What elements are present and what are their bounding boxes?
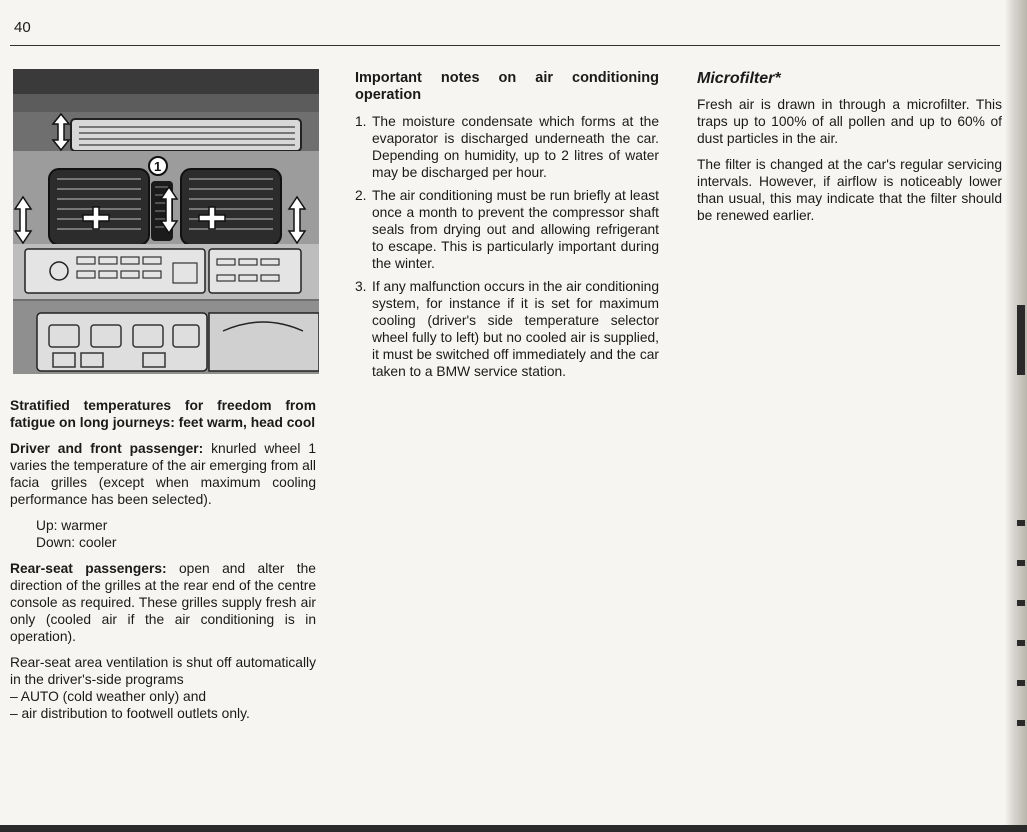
air-conditioning-heading: Important notes on air conditioning operation bbox=[355, 70, 659, 103]
wheel-directions bbox=[10, 517, 316, 551]
dashboard-illustration bbox=[13, 69, 319, 374]
rear-text: open and alter the direction of the grilles at the rear end of the centre console as required. These grilles supply fresh air only (cooled air if the air conditioning is in operation). bbox=[10, 561, 316, 644]
defrost-vent bbox=[71, 119, 301, 151]
rear-label: Rear-seat passengers: bbox=[10, 561, 167, 576]
up-text: Up: warmer bbox=[36, 518, 108, 533]
bullet-auto: – AUTO (cold weather only) and bbox=[10, 689, 207, 704]
ventilation-paragraph: Rear-seat area ventilation is shut off automatically in the driver's-side programs bbox=[10, 655, 316, 687]
item-text: If any malfunction occurs in the air conditioning system, for instance if it is set for maximum cooling (driver's side temperature selector wheel fully to left) but no cooled air is supplied, it must be switched off immediately and the car taken to a BMW service station. bbox=[372, 279, 659, 379]
microfilter-paragraph-2: The filter is changed at the car's regular servicing intervals. However, if airflow is noticeably lower than usual, this may indicate that the filter should be renewed earlier. bbox=[697, 157, 1002, 223]
header-rule bbox=[10, 45, 1000, 46]
microfilter-paragraph-1: Fresh air is drawn in through a microfilter. This traps up to 100% of all pollen and up to 60% of dust particles in the air. bbox=[697, 97, 1002, 146]
page-number: 40 bbox=[14, 19, 31, 36]
right-column bbox=[697, 70, 1002, 233]
notes-list bbox=[355, 113, 659, 380]
item-text: The air conditioning must be run briefly at least once a month to prevent the compressor shaft seals from drying out and allowing refrigerant to escape. This is particularly important during the winter. bbox=[372, 188, 659, 271]
rear-paragraph bbox=[10, 560, 316, 645]
dashboard-figure bbox=[13, 69, 319, 374]
right-vent bbox=[181, 169, 281, 245]
down-text: Down: cooler bbox=[36, 535, 117, 550]
list-item bbox=[355, 187, 659, 272]
microfilter-heading: Microfilter* bbox=[697, 70, 781, 87]
driver-paragraph bbox=[10, 440, 316, 508]
middle-column bbox=[355, 70, 659, 386]
item-number: 1. bbox=[355, 114, 367, 129]
bottom-edge bbox=[0, 825, 1027, 832]
page-edge bbox=[1005, 0, 1027, 832]
left-column bbox=[10, 397, 316, 722]
list-item bbox=[355, 113, 659, 181]
item-number: 2. bbox=[355, 188, 367, 203]
item-text: The moisture condensate which forms at the evaporator is discharged underneath the car. Depending on humidity, up to 2 litres of water may be discharged per hour. bbox=[372, 114, 659, 180]
bullet-footwell: – air distribution to footwell outlets only. bbox=[10, 706, 250, 721]
item-number: 3. bbox=[355, 279, 367, 294]
driver-text: knurled wheel 1 varies the temperature of the air emerging from all facia grilles (except when maximum cooling performance has been selected). bbox=[10, 441, 316, 507]
stratified-heading: Stratified temperatures for freedom from fatigue on long journeys: feet warm, head cool bbox=[10, 398, 316, 430]
list-item bbox=[355, 278, 659, 380]
callout-number: 1 bbox=[154, 159, 162, 174]
driver-label: Driver and front passenger: bbox=[10, 441, 204, 456]
